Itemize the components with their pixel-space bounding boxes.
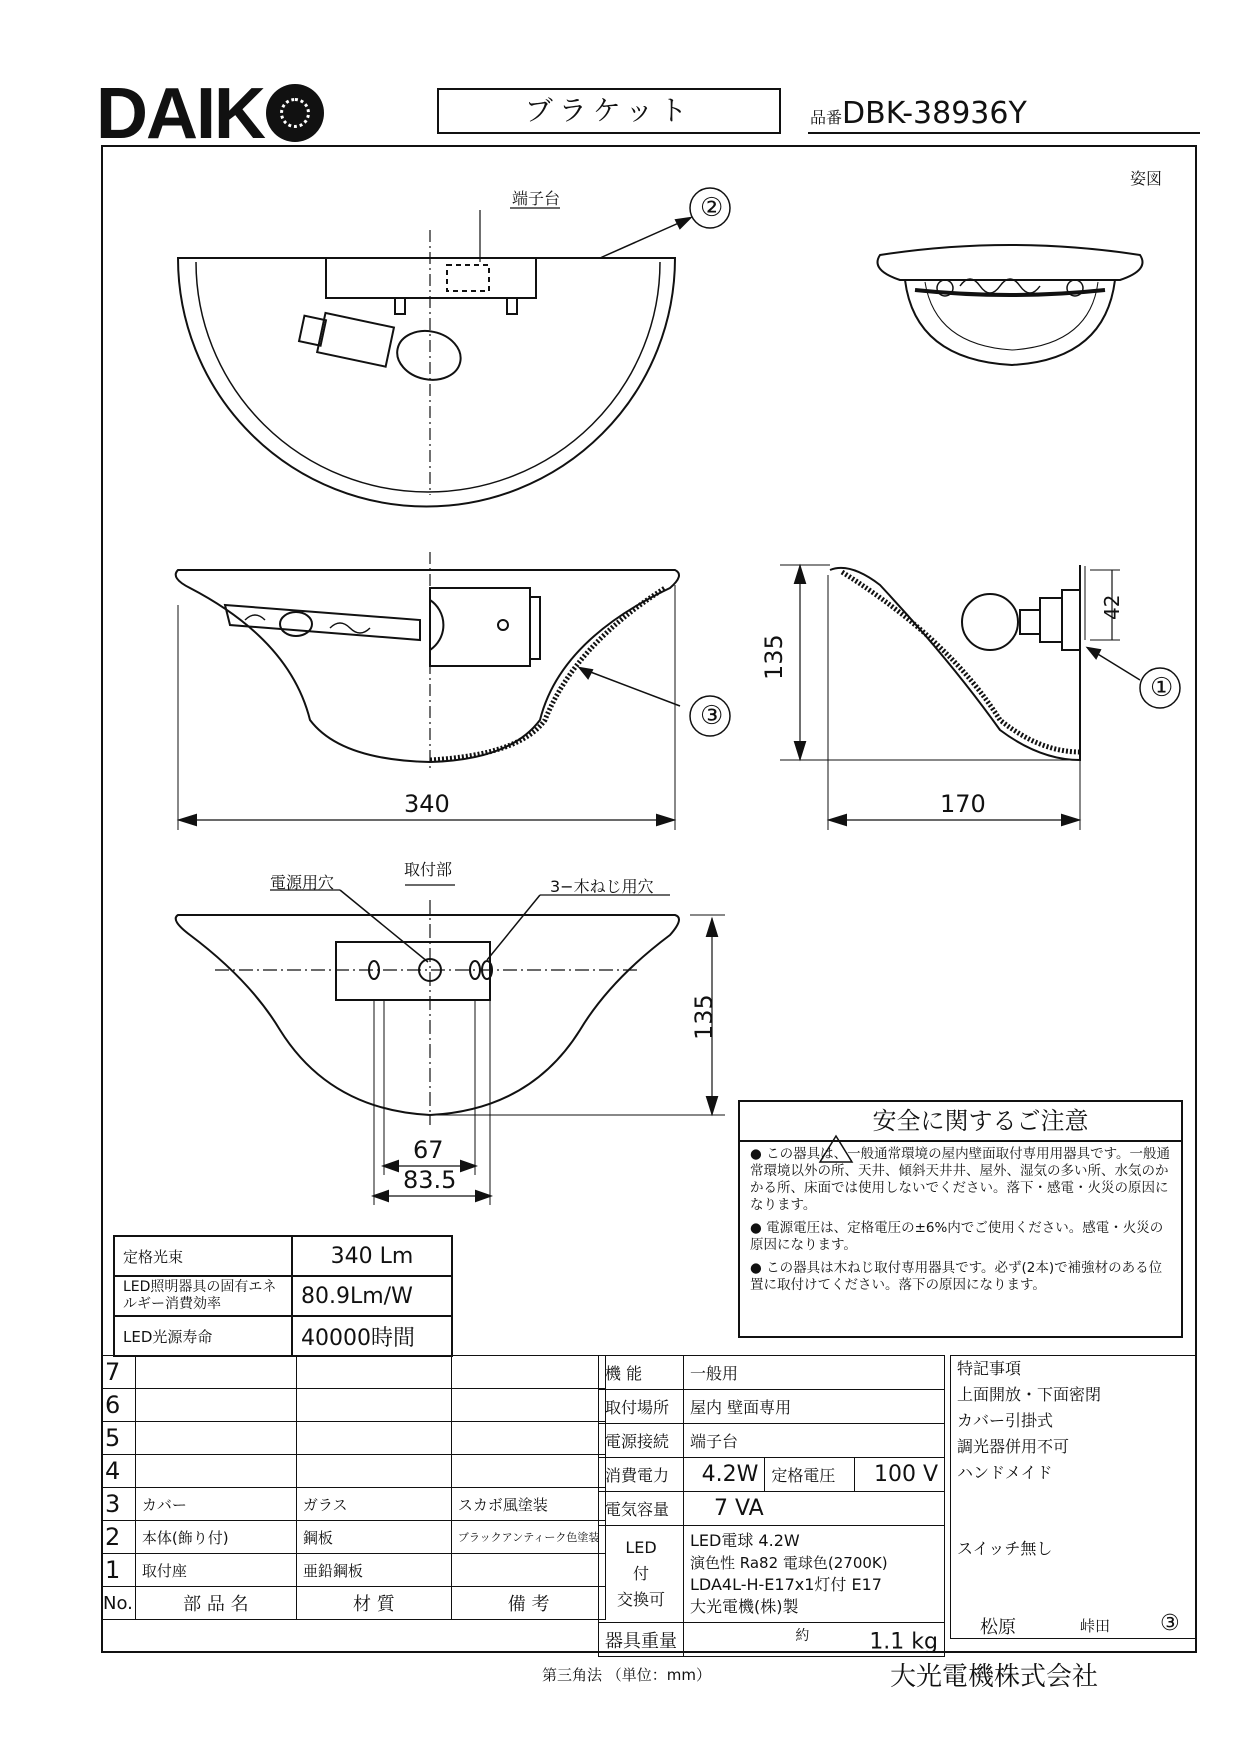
table-row: 定格光束 340 Lm <box>114 1236 452 1276</box>
dim-width-340: 340 <box>404 790 450 818</box>
table-row: LED照明器具の固有エネルギー消費効率 80.9Lm/W <box>114 1276 452 1316</box>
dim-height-135-a: 135 <box>760 634 788 680</box>
safety-notice <box>738 1100 1183 1338</box>
perspective-view <box>878 245 1143 365</box>
dim-42: 42 <box>1100 594 1124 620</box>
view-label: 姿図 <box>1130 169 1163 188</box>
lumen-table <box>113 1235 453 1357</box>
safety-item: ● この器具は、一般通常環境の屋内壁面取付専用用器具です。一般通常環境以外の所、天井、傾斜天井井、屋外、湿気の多い所、水気のかかる所、床面では使用しないでください。落下・感電・火災の原因になります。 <box>750 1146 1170 1213</box>
table-header: No. 部 品 名 材 質 備 考 <box>101 1587 606 1620</box>
company-name: 大光電機株式会社 <box>890 1662 1099 1692</box>
front-view <box>176 552 680 830</box>
dim-height-135-b: 135 <box>690 994 718 1040</box>
table-row: 5 <box>101 1422 606 1455</box>
callout-1: ① <box>1150 673 1174 703</box>
safety-item: ● この器具は木ねじ取付専用器具です。必ず(2本)で補強材のある位置に取付けてください。落下の原因になります。 <box>750 1260 1163 1293</box>
model-no: DBK-38936Y <box>842 96 1027 131</box>
dim-depth-170: 170 <box>940 790 986 818</box>
special-notes: 特記事項 上面開放・下面密閉 カバー引掛式 調光器併用不可 ハンドメイド スイッチ無し <box>950 1355 1197 1639</box>
safety-title: 安全に関するご注意 <box>740 1102 1181 1142</box>
callout-3: ③ <box>700 701 724 731</box>
table-row: 3 カバー ガラス スカボ風塗装 <box>101 1488 606 1521</box>
table-row: 4 <box>101 1455 606 1488</box>
dim-83-5: 83.5 <box>403 1166 457 1194</box>
table-row: 器具重量 $^約$ 1.1 kg <box>599 1623 945 1657</box>
table-row: 電気容量 7 VA <box>599 1492 945 1526</box>
power-hole-label: 電源用穴 <box>270 873 335 892</box>
table-row: 機 能 一般用 <box>599 1356 945 1390</box>
top-view <box>178 208 690 507</box>
screw-holes-label: 3−木ねじ用穴 <box>550 877 654 896</box>
table-row: 7 <box>101 1356 606 1389</box>
projection-note: 第三角法 （単位：mm） <box>542 1666 711 1684</box>
table-row: 消費電力 4.2W 定格電圧 100 V <box>599 1458 945 1492</box>
terminal-block-label: 端子台 <box>512 189 561 208</box>
spec-table <box>598 1355 945 1657</box>
table-row: 取付場所 屋内 壁面専用 <box>599 1390 945 1424</box>
parts-table <box>101 1355 606 1620</box>
mount-view <box>176 885 725 1205</box>
model-prefix: 品番 <box>810 108 843 127</box>
dim-67: 67 <box>413 1136 444 1164</box>
safety-item: ● 電源電圧は、定格電圧の±6%内でご使用ください。感電・火災の原因になります。 <box>750 1220 1164 1253</box>
table-row: LED光源寿命 40000時間 <box>114 1316 452 1356</box>
product-type: ブラケット <box>437 88 781 134</box>
mount-label: 取付部 <box>404 860 453 879</box>
sign-row: 松原 峠田 ③ <box>980 1611 1180 1638</box>
callout-2: ② <box>700 193 724 223</box>
brand-text: DAIK <box>96 74 264 154</box>
table-row: 2 本体(飾り付) 鋼板 ブラックアンティーク色塗装 <box>101 1521 606 1554</box>
table-row: 電源接続 端子台 <box>599 1424 945 1458</box>
table-row: 1 取付座 亜鉛鋼板 <box>101 1554 606 1587</box>
table-row: 6 <box>101 1389 606 1422</box>
table-row: LED 付 交換可 LED電球 4.2W 演色性 Ra82 電球色(2700K) LDA4L-H-E17x1灯付 E17 大光電機(株)製 <box>599 1526 945 1623</box>
